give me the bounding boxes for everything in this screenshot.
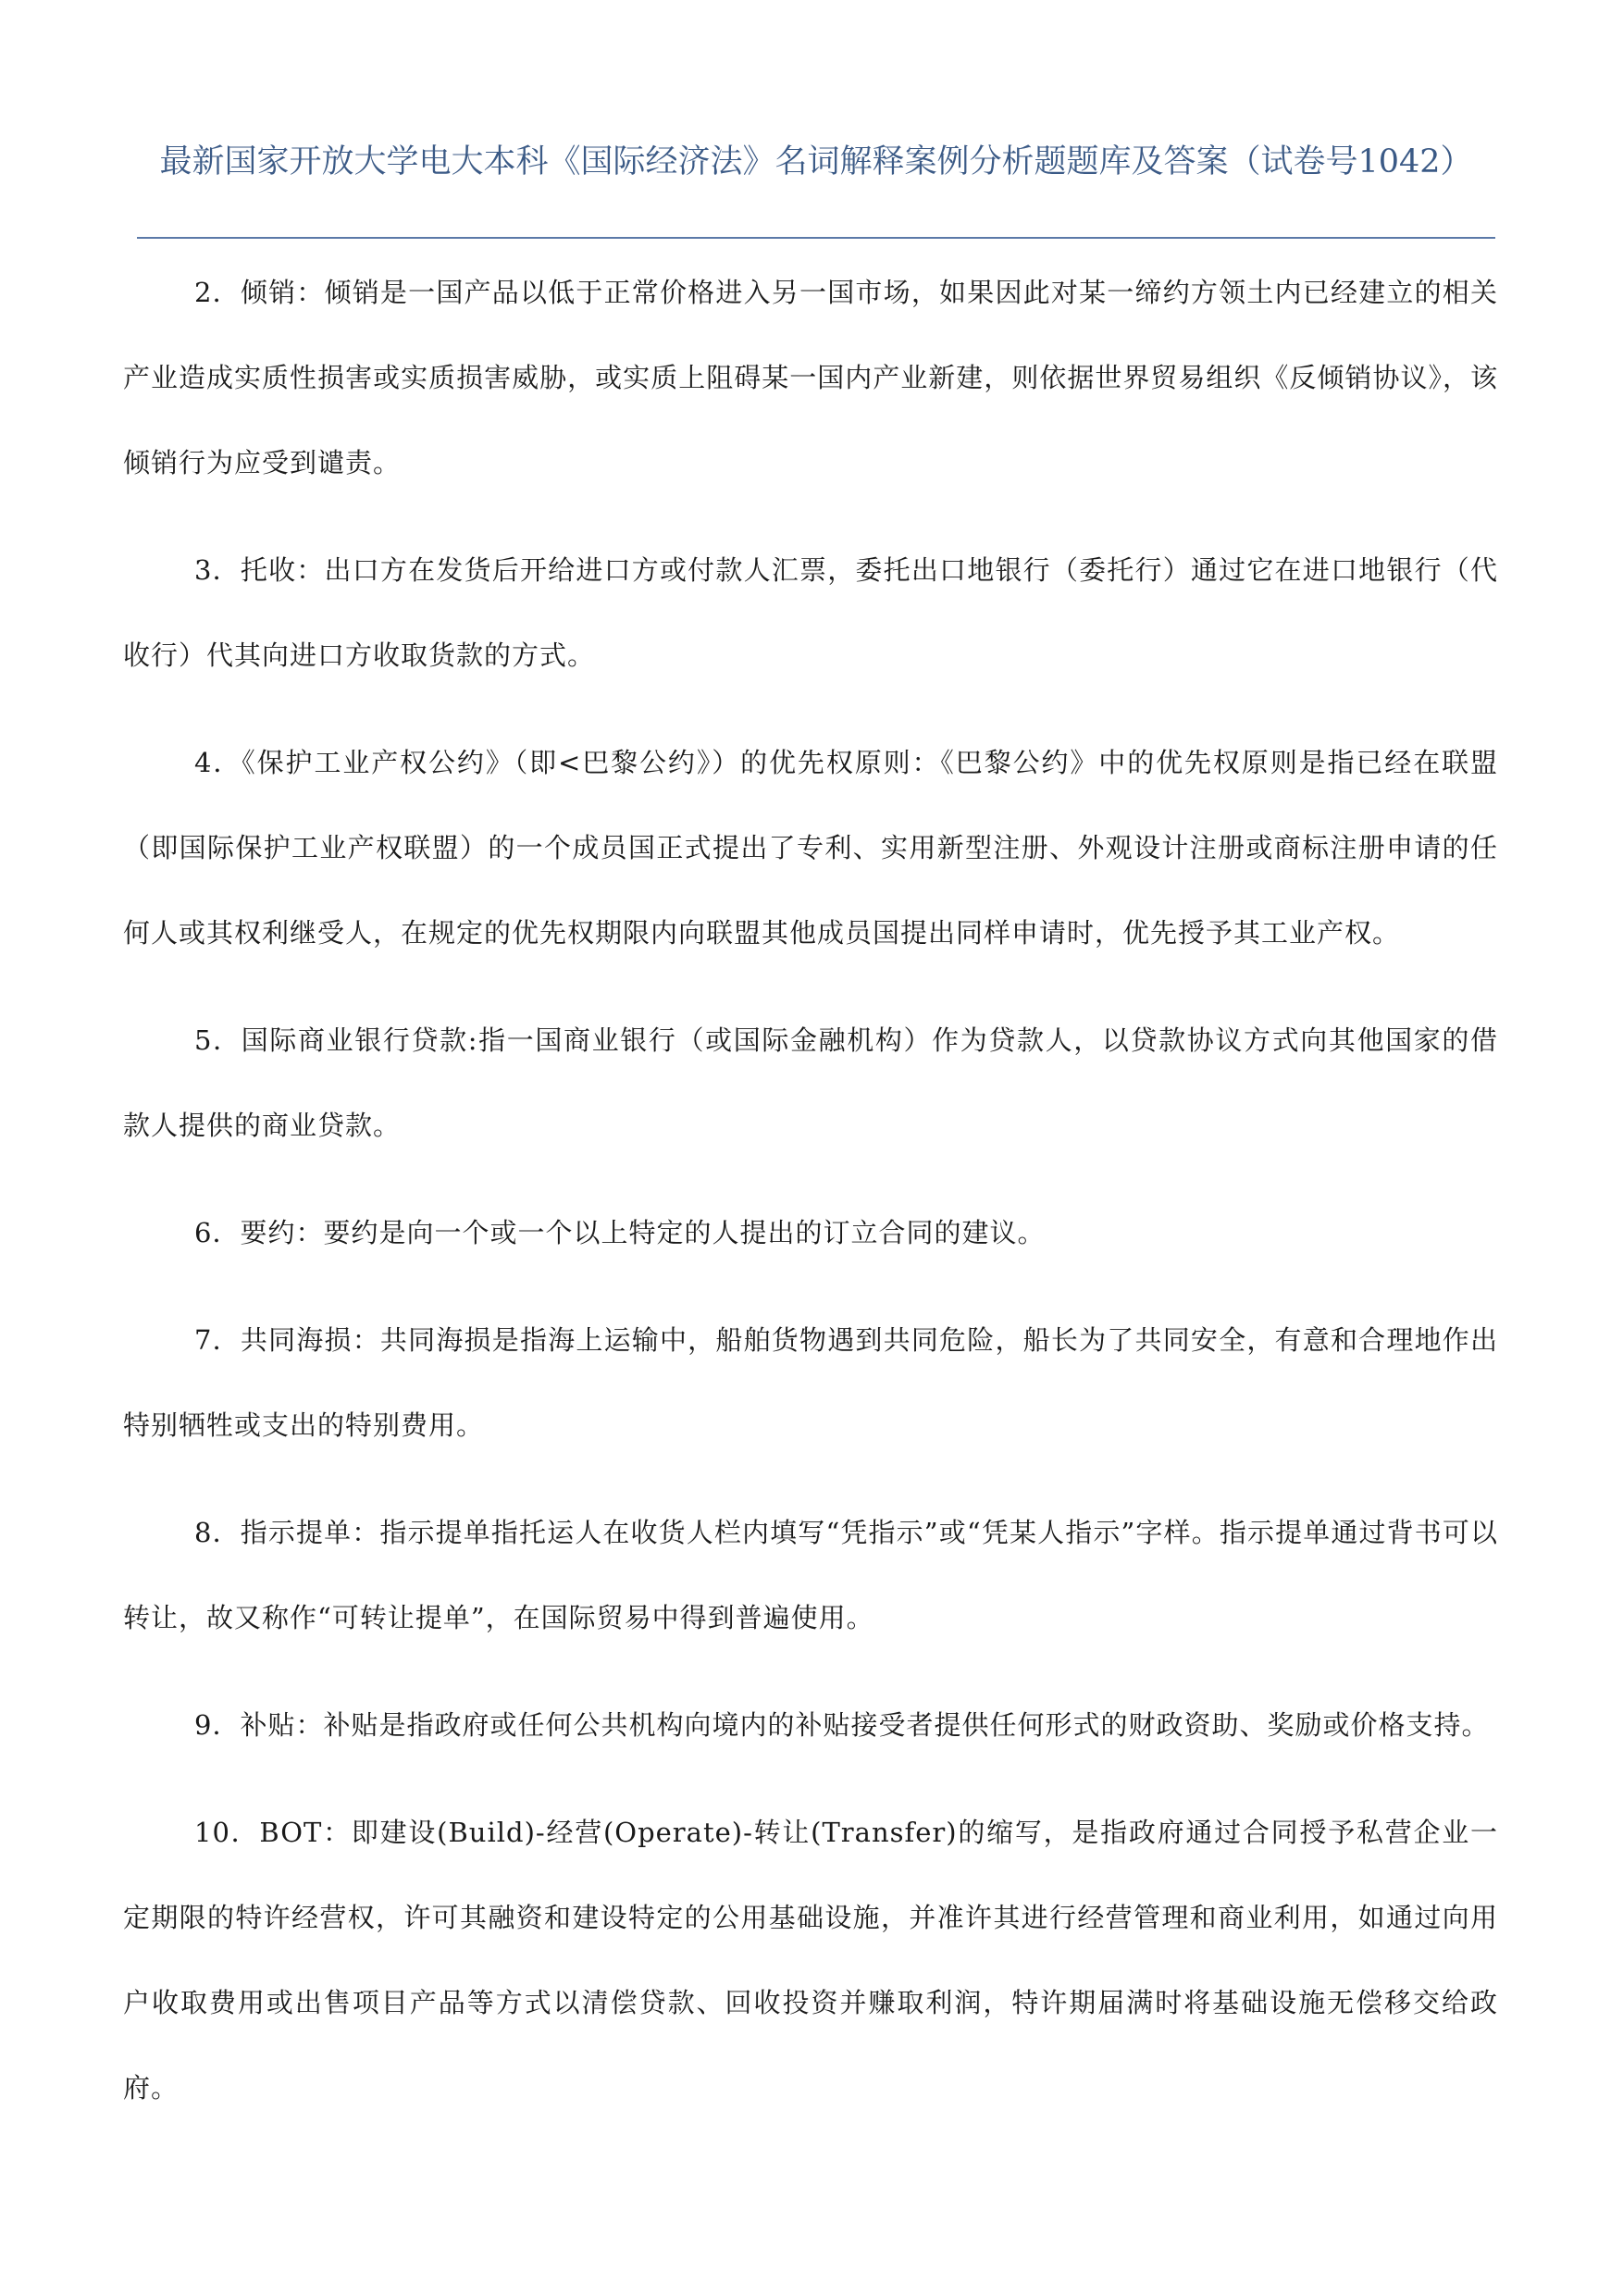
header-divider [137,237,1495,239]
paragraph-item-3: 3．托收：出口方在发货后开给进口方或付款人汇票，委托出口地银行（委托行）通过它在进口地银行（代收行）代其向进口方收取货款的方式。 [123,554,1498,671]
paragraph-item-5: 5．国际商业银行贷款:指一国商业银行（或国际金融机构）作为贷款人，以贷款协议方式向其他国家的借款人提供的商业贷款。 [123,1024,1498,1141]
paragraph-item-10: 10．BOT：即建设(Build)-经营(Operate)-转让(Transfer)的缩写，是指政府通过合同授予私营企业一定期限的特许经营权，许可其融资和建设特定的公用基础设施，并准许其进行经营管理和商业利用，如通过向用户收取费用或出售项目产品等方式以清偿贷款、回收投资并赚取利润，特许期届满时将基础设施无偿移交给政府。 [123,1817,1498,2104]
document-title: 最新国家开放大学电大本科《国际经济法》名词解释案例分析题题库及答案（试卷号1042） [159,143,1473,180]
document-body [123,250,1498,2153]
paragraph-item-7: 7．共同海损：共同海损是指海上运输中，船舶货物遇到共同危险，船长为了共同安全，有意和合理地作出特别牺牲或支出的特别费用。 [123,1324,1498,1441]
paragraph-item-9: 9．补贴：补贴是指政府或任何公共机构向境内的补贴接受者提供任何形式的财政资助、奖励或价格支持。 [194,1709,1490,1741]
paragraph-item-8: 8．指示提单：指示提单指托运人在收货人栏内填写“凭指示”或“凭某人指示”字样。指示提单通过背书可以转让，故又称作“可转让提单”，在国际贸易中得到普遍使用。 [123,1517,1498,1633]
paragraph-item-2: 2．倾销：倾销是一国产品以低于正常价格进入另一国市场，如果因此对某一缔约方领土内已经建立的相关产业造成实质性损害或实质损害威胁，或实质上阻碍某一国内产业新建，则依据世界贸易组织《反倾销协议》，该倾销行为应受到谴责。 [123,277,1498,478]
paragraph-item-4: 4．《保护工业产权公约》（即<巴黎公约》）的优先权原则：《巴黎公约》中的优先权原则是指已经在联盟（即国际保护工业产权联盟）的一个成员国正式提出了专利、实用新型注册、外观设计注册或商标注册申请的任何人或其权利继受人，在规定的优先权期限内向联盟其他成员国提出同样申请时，优先授予其工业产权。 [123,747,1498,949]
paragraph-item-6: 6．要约：要约是向一个或一个以上特定的人提出的订立合同的建议。 [194,1217,1046,1248]
